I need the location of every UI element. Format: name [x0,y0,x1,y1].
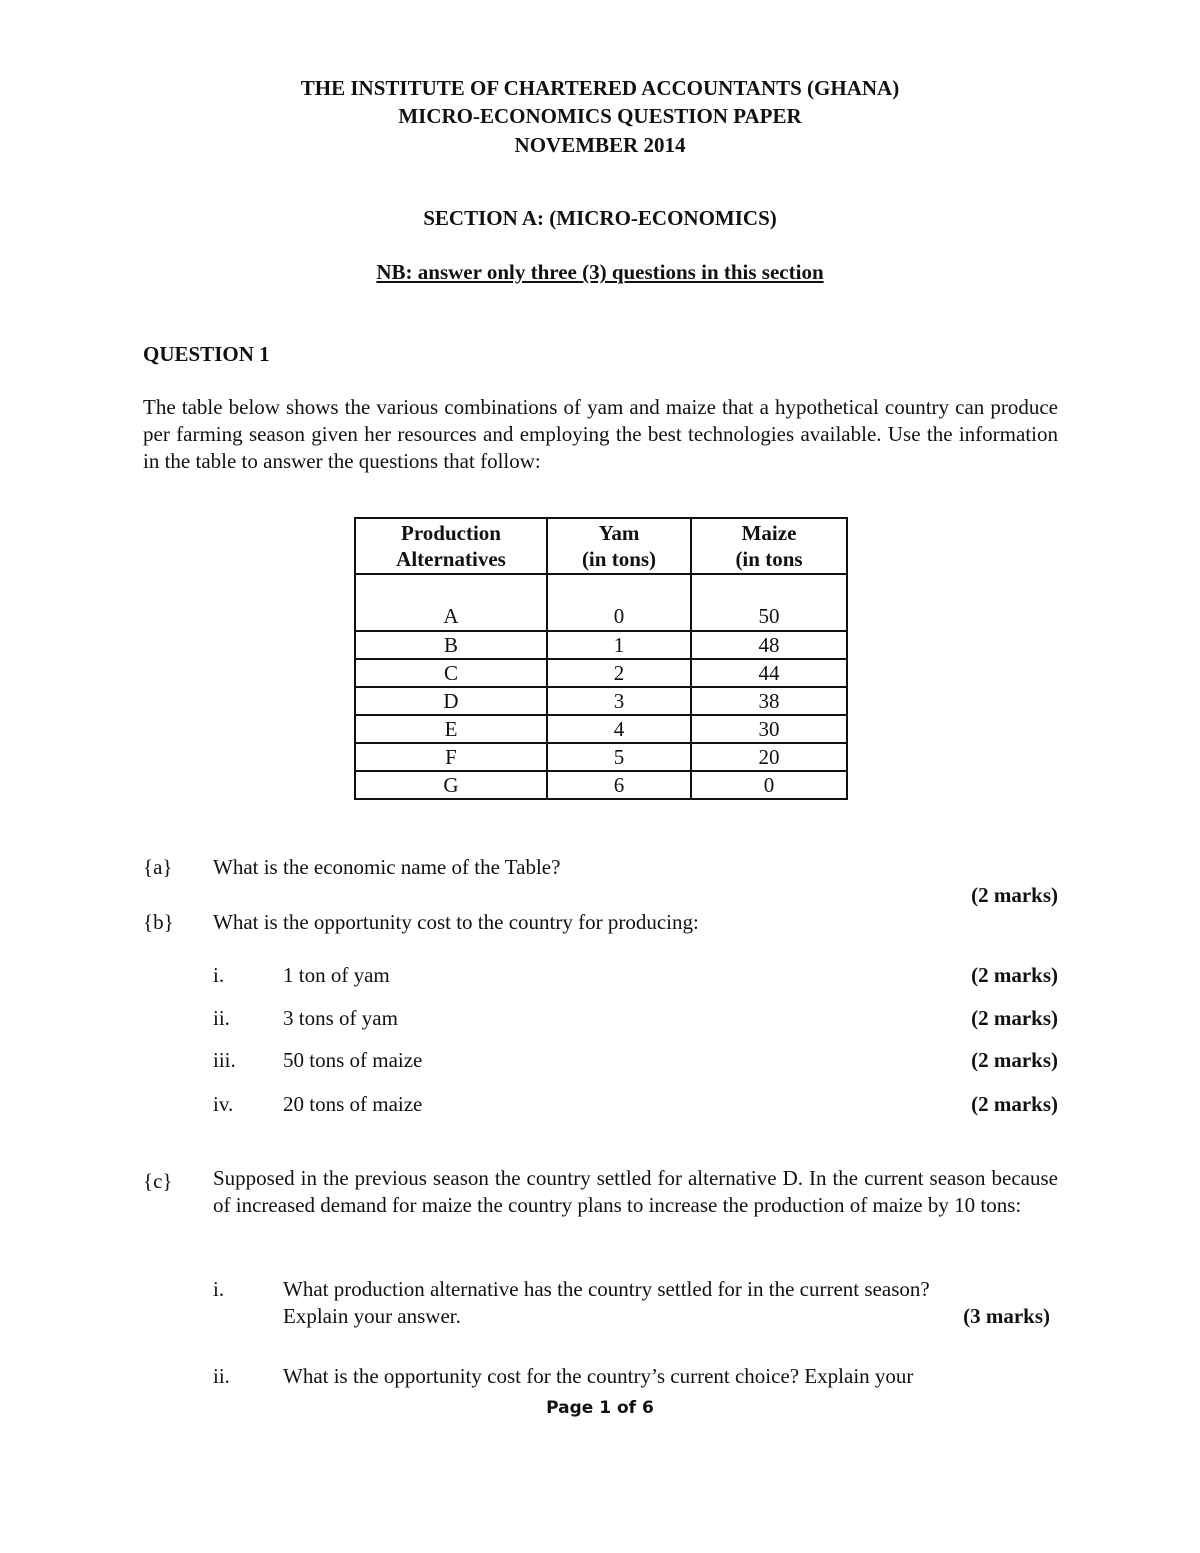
part-b-item-marks: (2 marks) [971,1006,1058,1030]
part-b-label: {b} [143,910,174,934]
table-row [355,631,847,659]
part-b-item-text: 20 tons of maize [283,1092,423,1116]
cell-yam: 2 [547,659,691,687]
table-row [355,687,847,715]
part-b-item-text: 3 tons of yam [283,1006,398,1030]
part-b-question: What is the opportunity cost to the country for producing: [213,910,699,934]
cell-maize: 30 [691,715,847,743]
part-b-item-marks: (2 marks) [971,963,1058,987]
part-a-question: What is the economic name of the Table? [213,855,561,879]
part-c-label: {c} [143,1169,173,1193]
cell-maize: 50 [691,574,847,631]
cell-alternative: E [355,715,547,743]
table-row [355,715,847,743]
cell-alternative: B [355,631,547,659]
part-b-item-number: i. [213,963,225,987]
cell-alternative: D [355,687,547,715]
page-number: Page 1 of 6 [546,1398,654,1418]
question-title: QUESTION 1 [143,342,270,366]
cell-maize: 20 [691,743,847,771]
instruction-note: NB: answer only three (3) questions in this section [376,260,824,284]
table-row [355,743,847,771]
cell-alternative: G [355,771,547,799]
part-c-item-line1: What production alternative has the country settled for in the current season? [283,1277,930,1301]
part-c-item-line1: What is the opportunity cost for the country’s current choice? Explain your [283,1364,914,1388]
production-table [354,517,848,800]
part-c-item-marks: (3 marks) [963,1304,1050,1328]
part-b-item-text: 1 ton of yam [283,963,390,987]
cell-maize: 0 [691,771,847,799]
header-yam: Yam (in tons) [547,518,691,574]
section-title: SECTION A: (MICRO-ECONOMICS) [423,206,777,230]
cell-yam: 0 [547,574,691,631]
part-b-item-number: ii. [213,1006,230,1030]
paper-title: MICRO-ECONOMICS QUESTION PAPER [398,104,802,128]
table-header-row [355,518,847,574]
institute-title: THE INSTITUTE OF CHARTERED ACCOUNTANTS (GHANA) [300,76,900,100]
table-row [355,574,847,631]
cell-maize: 48 [691,631,847,659]
part-a-label: {a} [143,855,173,879]
cell-maize: 38 [691,687,847,715]
part-c-item-number: i. [213,1277,225,1301]
cell-maize: 44 [691,659,847,687]
part-c-item-line2: Explain your answer. [283,1304,461,1328]
cell-yam: 4 [547,715,691,743]
cell-yam: 6 [547,771,691,799]
part-c-question: Supposed in the previous season the country settled for alternative D. In the current season because of increased demand for maize the country plans to increase the production of maize by 10 tons: [213,1166,1058,1217]
table-row [355,771,847,799]
part-c-item-number: ii. [213,1364,230,1388]
header-alternatives: Production Alternatives [355,518,547,574]
table-row [355,659,847,687]
cell-yam: 5 [547,743,691,771]
header-maize: Maize (in tons [691,518,847,574]
part-b-item-number: iii. [213,1048,236,1072]
cell-alternative: C [355,659,547,687]
part-b-item-number: iv. [213,1092,234,1116]
part-b-item-marks: (2 marks) [971,1092,1058,1116]
question-intro: The table below shows the various combinations of yam and maize that a hypothetical country can produce per farming season given her resources and employing the best technologies available. Use the information in the table to answer the questions that follow: [143,395,1058,473]
part-b-item-marks: (2 marks) [971,1048,1058,1072]
cell-yam: 1 [547,631,691,659]
cell-alternative: F [355,743,547,771]
cell-yam: 3 [547,687,691,715]
part-a-marks: (2 marks) [971,883,1058,907]
exam-date: NOVEMBER 2014 [514,133,686,157]
part-b-item-text: 50 tons of maize [283,1048,423,1072]
cell-alternative: A [355,574,547,631]
